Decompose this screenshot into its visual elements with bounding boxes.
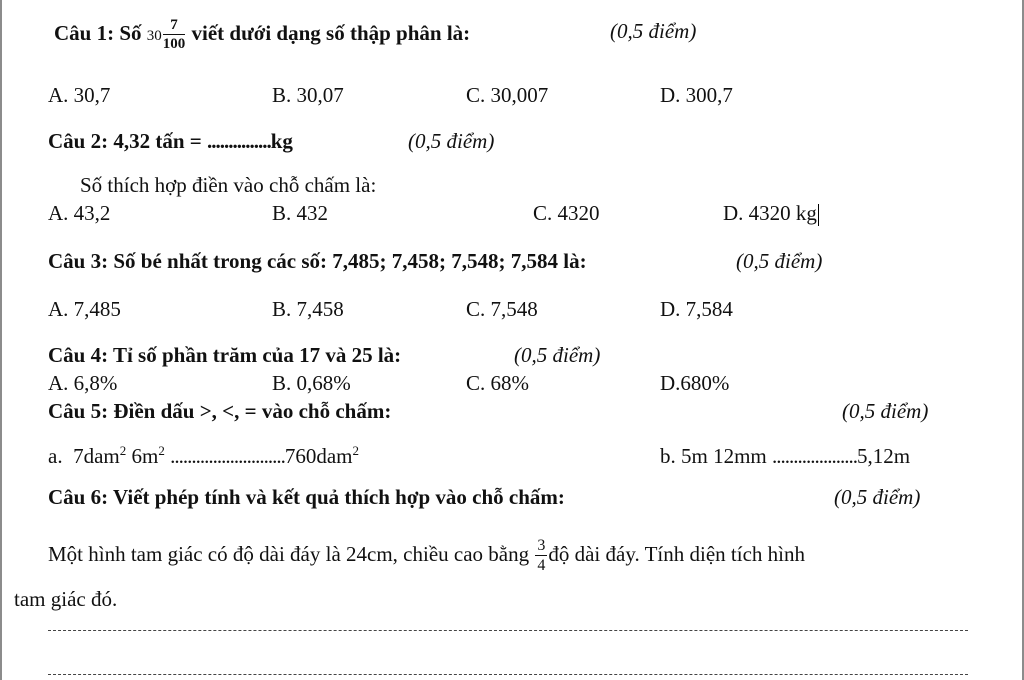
question-6 [48,484,565,510]
question-1 [54,18,470,52]
question-1-pre: Số [119,20,142,45]
question-3 [48,248,587,274]
q5-a-right: 760dam [284,444,353,468]
q1-option-a: A. 30,7 [48,83,111,107]
q2-option-d [723,200,819,226]
page-left-border [0,0,2,680]
q6-body-part-2: độ dài đáy. Tính diện tích hình [548,541,805,566]
question-4-points: (0,5 điểm) [514,343,601,367]
question-6-body-line-1 [48,538,805,574]
q4-option-d: D.680% [660,371,730,395]
question-1-label: Câu 1: [54,20,115,45]
superscript-2: 2 [119,443,127,458]
q3-option-c: C. 7,548 [466,297,538,321]
question-6-text: Viết phép tính và kết quả thích hợp vào chỗ chấm: [112,485,565,509]
q5-part-b [660,443,910,469]
fraction-denominator: 100 [162,36,186,52]
q2-option-c: C. 4320 [533,201,600,225]
q3-option-d: D. 7,584 [660,297,733,321]
q3-option-b: B. 7,458 [272,297,344,321]
fraction-numerator: 3 [537,537,546,554]
q5-part-a-label: a. [48,444,63,468]
question-5-text: Điền dấu >, <, = vào chỗ chấm: [113,399,392,423]
question-3-text: Số bé nhất trong các số: 7,485; 7,458; 7,548; 7,584 là: [113,249,587,273]
question-5 [48,398,391,424]
q5-b-left: b. 5m 12mm [660,444,773,468]
q5-part-a [48,443,359,469]
q1-option-d: D. 300,7 [660,83,733,107]
question-3-label: Câu 3: [48,249,109,273]
q4-option-a: A. 6,8% [48,371,118,395]
q1-option-c: C. 30,007 [466,83,549,107]
question-2-text: 4,32 tấn = [113,129,207,153]
question-2-points: (0,5 điểm) [408,129,495,153]
answer-dotted-line [48,674,968,675]
question-4 [48,342,401,368]
q2-option-b: B. 432 [272,201,329,225]
fraction-3-4 [535,538,547,574]
q4-option-b: B. 0,68% [272,371,351,395]
question-2 [48,128,293,154]
q1-option-b: B. 30,07 [272,83,344,107]
question-1-points: (0,5 điểm) [610,19,697,43]
fraction-7-100 [163,18,186,52]
superscript-2: 2 [352,443,359,458]
question-3-points: (0,5 điểm) [736,249,823,273]
q2-option-a: A. 43,2 [48,201,111,225]
q5-a-blank: ........................... [170,444,285,468]
q5-a-left-m: 6m [131,444,159,468]
mixed-number-whole: 30 [146,27,162,44]
text-cursor [818,204,819,226]
q5-b-right: 5,12m [857,444,911,468]
q5-a-left-dam: 7dam [73,444,120,468]
fraction-denominator: 4 [537,557,546,574]
question-2-subtext: Số thích hợp điền vào chỗ chấm là: [80,173,377,197]
question-1-text: viết dưới dạng số thập phân là: [191,20,471,45]
fraction-numerator: 7 [163,18,186,35]
superscript-2: 2 [158,443,165,458]
question-2-blank: ............... [206,129,271,153]
q6-body-part-1: Một hình tam giác có độ dài đáy là 24cm, chiều cao bằng [48,541,530,566]
q4-option-c: C. 68% [466,371,529,395]
q2-option-d-text: D. 4320 kg [723,201,817,225]
question-4-text: Tỉ số phần trăm của 17 và 25 là: [112,343,402,367]
question-6-points: (0,5 điểm) [834,485,921,509]
question-2-label: Câu 2: [48,129,109,153]
q5-b-blank: .................... [772,444,858,468]
question-6-label: Câu 6: [48,485,109,509]
question-4-label: Câu 4: [48,343,109,367]
q3-option-a: A. 7,485 [48,297,121,321]
question-5-points: (0,5 điểm) [842,399,929,423]
question-6-body-line-2: tam giác đó. [14,587,118,611]
question-5-label: Câu 5: [48,399,109,423]
question-2-unit: kg [270,129,293,153]
answer-dotted-line [48,630,968,631]
